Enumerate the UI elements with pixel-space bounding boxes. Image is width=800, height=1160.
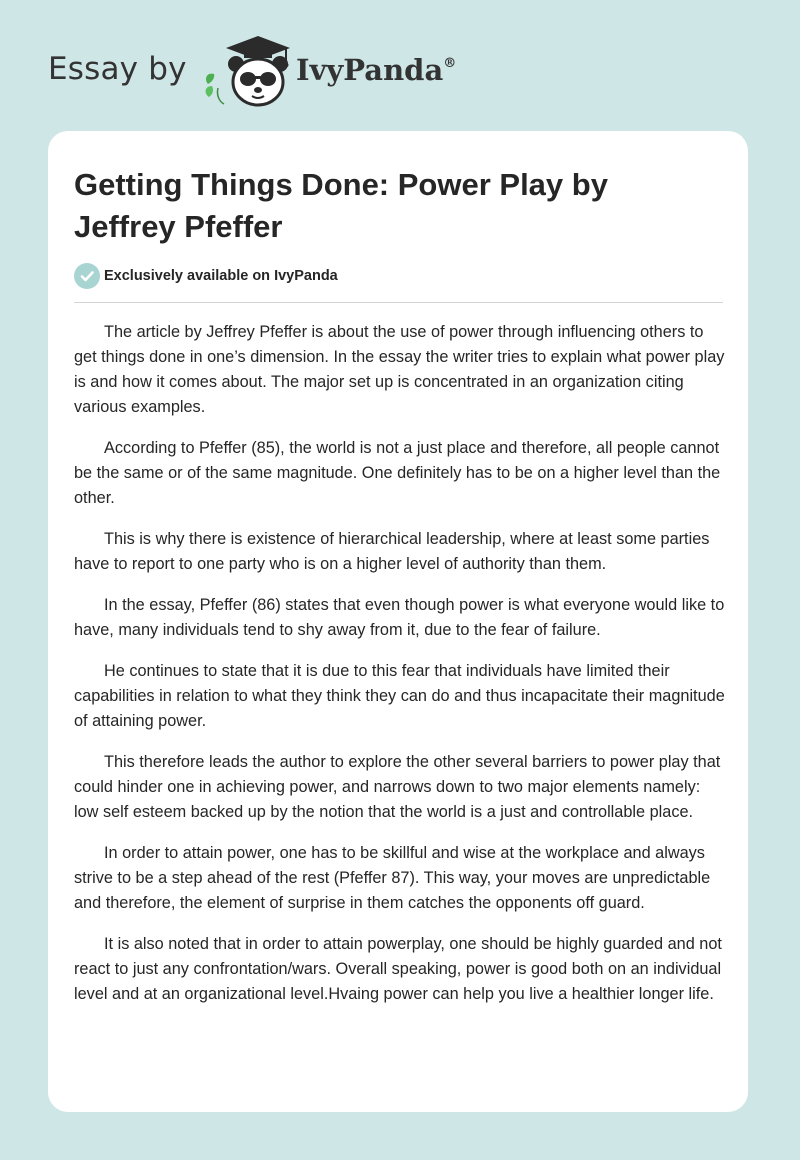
paragraph: The article by Jeffrey Pfeffer is about the use of power through influencing others to get things done in one’s dimension. In the essay the writer tries to explain what power play is and how it comes about. The major set up is concentrated in an organization citing various examples. — [74, 323, 725, 416]
panda-graduate-logo-icon[interactable] — [200, 34, 296, 110]
essay-card — [48, 131, 748, 1112]
paragraph: This is why there is existence of hierarchical leadership, where at least some parties have to report to one party who is on a higher level of authority than them. — [74, 530, 710, 573]
paragraph: He continues to state that it is due to this fear that individuals have limited their capabilities in relation to what they think they can do and thus incapacitate their magnitude of attaining power. — [74, 662, 725, 730]
essay-body — [74, 320, 726, 1023]
essay-by-label: Essay by — [48, 51, 187, 87]
checkmark-icon — [74, 263, 100, 289]
paragraph: In order to attain power, one has to be skillful and wise at the workplace and always strive to be a step ahead of the rest (Pfeffer 87). This way, your moves are unpredictable and therefore, the element of surprise in them catches the opponents off guard. — [74, 844, 711, 912]
paragraph: In the essay, Pfeffer (86) states that even though power is what everyone would like to have, many individuals tend to shy away from it, due to the fear of failure. — [74, 596, 725, 639]
essay-title: Getting Things Done: Power Play by Jeffrey Pfeffer — [74, 167, 608, 244]
paragraph: This therefore leads the author to explore the other several barriers to power play that could hinder one in achieving power, and narrows down to two major elements namely: low self esteem backed up by the notion that the world is a just and controllable place. — [74, 753, 721, 821]
divider — [74, 302, 723, 303]
site-header — [48, 34, 488, 110]
registered-mark: ® — [443, 56, 457, 72]
brand-name: IvyPanda — [296, 53, 444, 87]
paragraph: It is also noted that in order to attain powerplay, one should be highly guarded and not react to just any confrontation/wars. Overall speaking, power is good both on an individual level and at an organizational level.Hvaing power can help you live a healthier longer life. — [74, 935, 722, 1003]
exclusive-badge-text: Exclusively available on IvyPanda — [104, 268, 338, 284]
paragraph: According to Pfeffer (85), the world is not a just place and therefore, all people cannot be the same or of the same magnitude. One definitely has to be on a higher level than the other. — [74, 439, 721, 507]
ivy-leaf-icon — [206, 74, 224, 104]
ivypanda-brand[interactable] — [296, 53, 456, 87]
